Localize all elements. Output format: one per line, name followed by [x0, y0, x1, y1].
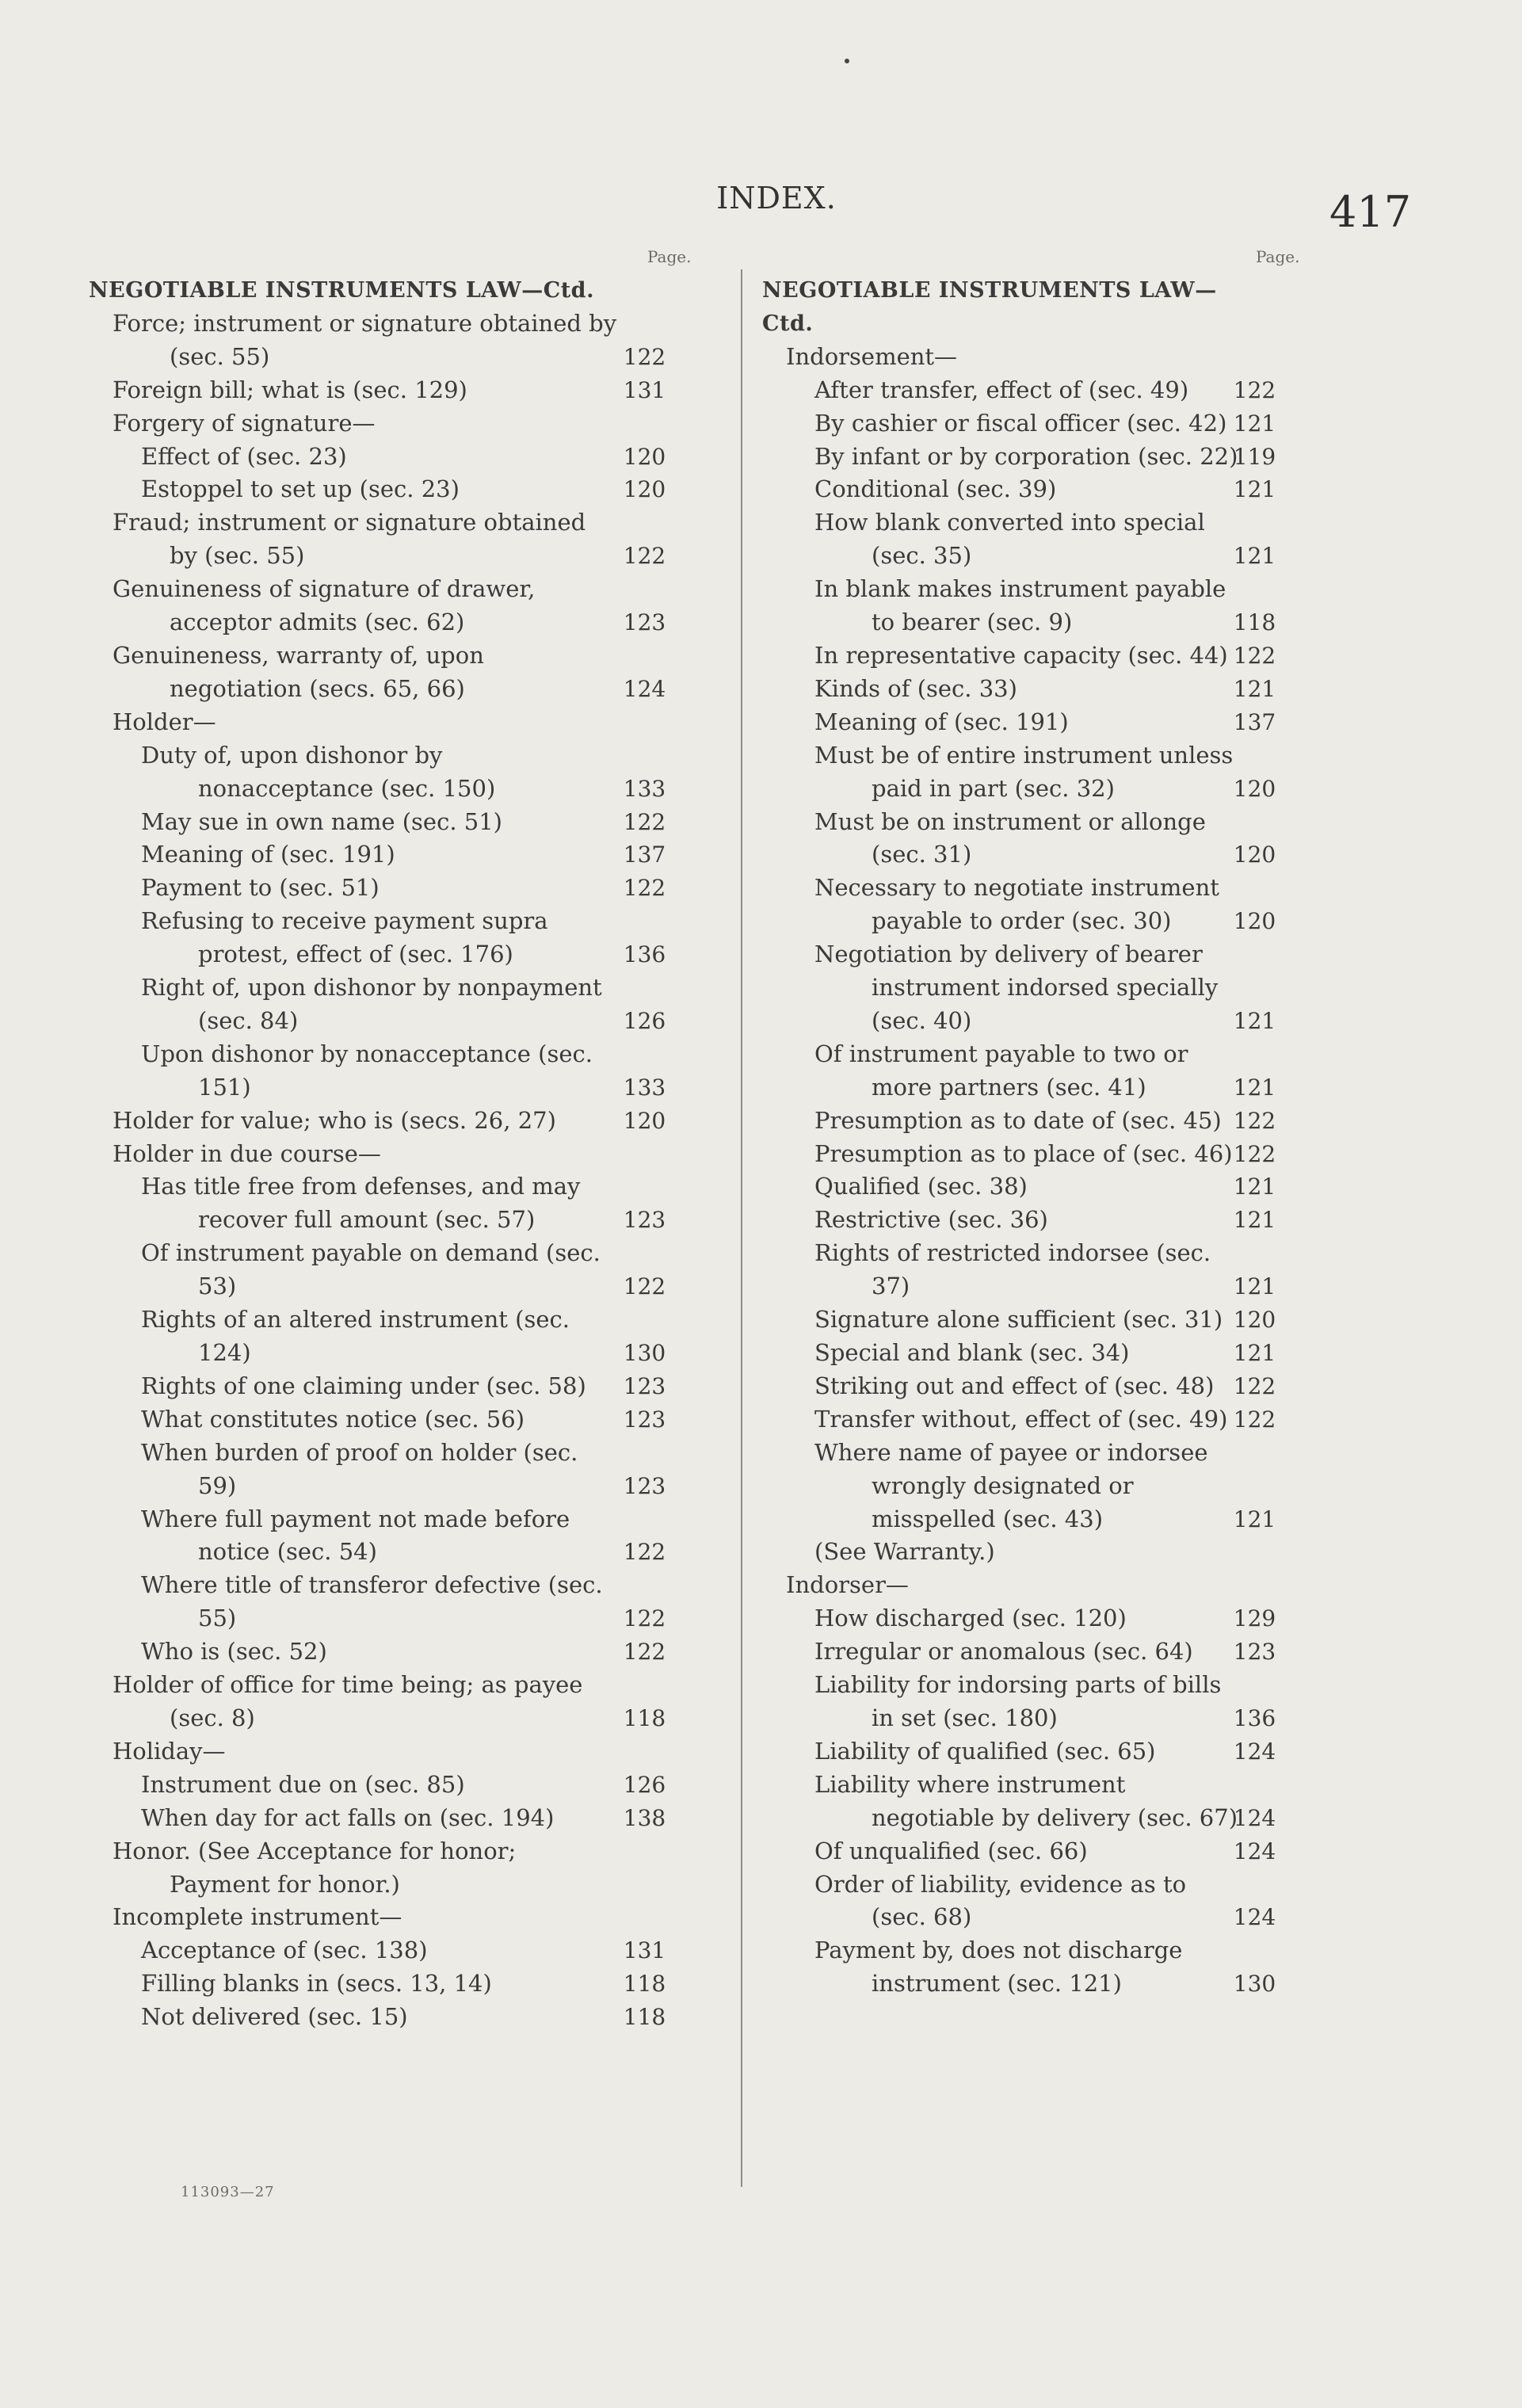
index-entry	[762, 341, 1317, 374]
page-ref: 133	[623, 1074, 666, 1101]
entry-text: By cashier or fiscal officer (sec. 42)	[814, 409, 1227, 437]
index-entry	[762, 1536, 1317, 1569]
entry-text: Force; instrument or signature obtained by (sec. 55)	[113, 309, 617, 370]
page-ref: 122	[623, 875, 666, 902]
page-ref: 118	[623, 2004, 666, 2031]
index-entry	[762, 806, 1317, 872]
entry-text: Meaning of (sec. 191)	[141, 841, 395, 868]
entry-text: How discharged (sec. 120)	[814, 1605, 1127, 1632]
entry-text: After transfer, effect of (sec. 49)	[814, 376, 1189, 403]
page-ref: 122	[1233, 642, 1276, 669]
page-ref: 120	[1233, 908, 1276, 935]
print-signature-code: 113093—27	[181, 2184, 275, 2200]
page-ref: 121	[1233, 675, 1276, 702]
index-entry	[762, 1303, 1317, 1337]
page-ref: 120	[623, 443, 666, 470]
page-ref: 120	[1233, 775, 1276, 802]
page-ref: 126	[623, 1771, 666, 1798]
entry-text: Order of liability, evidence as to (sec. 68)	[814, 1870, 1187, 1931]
page-ref: 122	[1233, 1107, 1276, 1134]
entry-text: Liability for indorsing parts of bills in set (sec. 180)	[814, 1671, 1222, 1731]
column-divider	[741, 269, 742, 2187]
page-ref: 124	[1233, 1904, 1276, 1931]
index-entry	[89, 1437, 707, 1503]
index-entry	[762, 639, 1317, 673]
entry-text: Signature alone sufficient (sec. 31)	[814, 1306, 1223, 1334]
entry-text: Refusing to receive payment supra protest, effect of (sec. 176)	[141, 907, 548, 968]
index-entry	[762, 706, 1317, 739]
index-column-left	[89, 247, 707, 2034]
entry-text: Where title of transferor defective (sec. 55)	[141, 1571, 603, 1632]
page-column-label: Page.	[647, 247, 692, 266]
index-entry	[89, 806, 707, 839]
page-ref: 122	[623, 1273, 666, 1300]
page-ref: 122	[1233, 1372, 1276, 1399]
index-entry	[89, 1038, 707, 1105]
entry-text: Duty of, upon dishonor by nonacceptance (sec. 150)	[141, 741, 496, 802]
entry-text: In representative capacity (sec. 44)	[814, 641, 1228, 669]
index-entry	[89, 905, 707, 971]
index-entry	[762, 1635, 1317, 1669]
entry-text: Striking out and effect of (sec. 48)	[814, 1372, 1215, 1399]
entry-text: Holder for value; who is (secs. 26, 27)	[113, 1106, 556, 1134]
page-ref: 120	[623, 1107, 666, 1134]
index-entry	[762, 506, 1317, 573]
page-ref: 122	[623, 808, 666, 835]
index-entry	[89, 739, 707, 806]
index-entry	[89, 573, 707, 639]
entry-text: Right of, upon dishonor by nonpayment (sec. 84)	[141, 974, 602, 1034]
page-ref: 121	[1233, 1007, 1276, 1034]
index-entry	[89, 441, 707, 474]
page-ref: 122	[1233, 1406, 1276, 1433]
entry-text: Genuineness of signature of drawer, acceptor admits (sec. 62)	[113, 575, 536, 636]
index-entry	[89, 506, 707, 573]
index-entry	[762, 673, 1317, 706]
index-entry	[89, 1769, 707, 1802]
entry-text: Necessary to negotiate instrument payable to order (sec. 30)	[814, 874, 1219, 935]
entry-text: Special and blank (sec. 34)	[814, 1339, 1130, 1366]
index-entry	[89, 971, 707, 1038]
page-ref: 137	[1233, 708, 1276, 735]
page-ref: 123	[623, 1372, 666, 1399]
section-heading	[89, 274, 707, 307]
entry-text: What constitutes notice (sec. 56)	[141, 1405, 525, 1433]
entry-text: Effect of (sec. 23)	[141, 442, 347, 470]
page-ref: 121	[1233, 543, 1276, 570]
index-entry	[89, 838, 707, 872]
index-entry	[762, 473, 1317, 506]
entry-text: Presumption as to date of (sec. 45)	[814, 1106, 1222, 1134]
entry-text: Not delivered (sec. 15)	[141, 2003, 408, 2031]
page-ref: 124	[1233, 1804, 1276, 1831]
page-ref: 136	[623, 941, 666, 968]
page-ref: 121	[1233, 1340, 1276, 1366]
page-ref: 123	[623, 609, 666, 636]
entry-text: Irregular or anomalous (sec. 64)	[814, 1638, 1193, 1666]
page-ref: 122	[623, 1605, 666, 1632]
entry-text: Indorsement—	[786, 342, 958, 370]
index-entry	[89, 1669, 707, 1735]
entry-text: Indorser—	[786, 1571, 909, 1599]
index-entry	[89, 473, 707, 506]
index-entry	[762, 1337, 1317, 1370]
entry-text: Conditional (sec. 39)	[814, 475, 1057, 503]
page-ref: 124	[623, 675, 666, 702]
page-ref: 133	[623, 775, 666, 802]
index-entry	[89, 639, 707, 706]
entry-text: Of unqualified (sec. 66)	[814, 1837, 1088, 1864]
page-ref: 126	[623, 1007, 666, 1034]
index-entry	[89, 1105, 707, 1138]
entry-text: Holiday—	[113, 1737, 226, 1765]
page-column-label: Page.	[1256, 247, 1300, 266]
page-ref: 118	[623, 1704, 666, 1731]
index-entry	[89, 1802, 707, 1835]
entry-text: Rights of an altered instrument (sec. 124)	[141, 1306, 570, 1366]
index-entry	[762, 1735, 1317, 1769]
entry-text: Foreign bill; what is (sec. 129)	[113, 376, 467, 403]
index-entry	[762, 872, 1317, 938]
index-entry	[762, 1237, 1317, 1303]
page-ref: 121	[1233, 410, 1276, 437]
index-entry	[762, 1204, 1317, 1237]
index-entry	[762, 1835, 1317, 1868]
index-entry	[762, 1437, 1317, 1536]
page-ref: 121	[1233, 1273, 1276, 1300]
page-ref: 122	[623, 1539, 666, 1566]
entry-text: In blank makes instrument payable to bearer (sec. 9)	[814, 575, 1226, 636]
page-number: 417	[1329, 187, 1412, 237]
index-entry	[762, 1138, 1317, 1171]
page-ref: 130	[623, 1340, 666, 1366]
entry-text: Has title free from defenses, and may recover full amount (sec. 57)	[141, 1173, 581, 1234]
page-header	[0, 181, 1522, 237]
page-ref: 131	[623, 376, 666, 403]
index-entry	[89, 1934, 707, 1967]
entry-text: Forgery of signature—	[113, 409, 376, 437]
entry-text: Qualified (sec. 38)	[814, 1173, 1028, 1200]
entry-text: Holder in due course—	[113, 1139, 381, 1167]
page-ref: 129	[1233, 1605, 1276, 1632]
page-ref: 120	[1233, 1307, 1276, 1334]
index-entry	[89, 872, 707, 905]
index-entry	[762, 1403, 1317, 1437]
index-entry	[762, 1569, 1317, 1602]
index-entry	[762, 1170, 1317, 1204]
page-ref: 131	[623, 1937, 666, 1964]
entry-text: When day for act falls on (sec. 194)	[141, 1803, 555, 1831]
index-entry	[89, 374, 707, 407]
entry-text: Estoppel to set up (sec. 23)	[141, 475, 460, 503]
index-entry	[762, 1602, 1317, 1635]
page-ref: 124	[1233, 1837, 1276, 1864]
entry-text: Rights of one claiming under (sec. 58)	[141, 1372, 586, 1399]
entry-text: Fraud; instrument or signature obtained by (sec. 55)	[113, 509, 586, 570]
page-ref: 120	[1233, 841, 1276, 868]
entry-text: Upon dishonor by nonacceptance (sec. 151)	[141, 1040, 593, 1101]
index-entry	[89, 1967, 707, 2001]
page-ref: 137	[623, 841, 666, 868]
page-ref: 118	[1233, 609, 1276, 636]
entry-text: Liability where instrument negotiable by delivery (sec. 67)	[814, 1770, 1238, 1831]
page-ref: 121	[1233, 1074, 1276, 1101]
entry-text: Incomplete instrument—	[113, 1903, 402, 1931]
index-entry	[89, 1303, 707, 1370]
index-entry	[762, 938, 1317, 1038]
index-column-right	[762, 247, 1317, 2001]
page-ref: 130	[1233, 1971, 1276, 1998]
print-speck	[845, 59, 849, 63]
index-entry	[762, 374, 1317, 407]
entry-text: Who is (sec. 52)	[141, 1638, 327, 1666]
entry-text: Negotiation by delivery of bearer instrument indorsed specially (sec. 40)	[814, 941, 1219, 1034]
entry-text: Payment by, does not discharge instrument (sec. 121)	[814, 1937, 1183, 1998]
index-entry	[89, 1835, 707, 1902]
page-ref: 121	[1233, 476, 1276, 503]
entry-text: Must be of entire instrument unless paid in part (sec. 32)	[814, 741, 1234, 802]
entry-text: Presumption as to place of (sec. 46)	[814, 1139, 1233, 1167]
page-ref: 121	[1233, 1207, 1276, 1234]
page-ref: 122	[623, 543, 666, 570]
index-entry	[762, 407, 1317, 441]
entry-text: Restrictive (sec. 36)	[814, 1206, 1048, 1234]
entry-text: Must be on instrument or allonge (sec. 31)	[814, 807, 1206, 868]
entry-text: (See Warranty.)	[814, 1538, 995, 1566]
index-entry	[762, 739, 1317, 806]
entry-text: Acceptance of (sec. 138)	[141, 1937, 428, 1964]
entry-text: By infant or by corporation (sec. 22)	[814, 442, 1238, 470]
index-entry	[89, 1403, 707, 1437]
page-ref: 123	[623, 1207, 666, 1234]
index-entry	[89, 1735, 707, 1769]
page-ref: 123	[623, 1472, 666, 1499]
entry-text: Kinds of (sec. 33)	[814, 674, 1017, 702]
entry-text: Holder—	[113, 708, 216, 735]
entry-text: Transfer without, effect of (sec. 49)	[814, 1405, 1228, 1433]
page-title: INDEX.	[716, 181, 837, 216]
index-entry	[89, 307, 707, 374]
entry-text: Where name of payee or indorsee wrongly designated or misspelled (sec. 43)	[814, 1438, 1208, 1532]
page-ref: 123	[623, 1406, 666, 1433]
index-entry	[89, 1635, 707, 1669]
entry-text: Payment to (sec. 51)	[141, 874, 380, 902]
entry-text: How blank converted into special (sec. 35)	[814, 509, 1205, 570]
index-entry	[762, 441, 1317, 474]
entry-text: Of instrument payable to two or more partners (sec. 41)	[814, 1040, 1188, 1101]
page-ref: 119	[1233, 443, 1276, 470]
entry-text: Instrument due on (sec. 85)	[141, 1770, 465, 1798]
entry-text: When burden of proof on holder (sec. 59)	[141, 1438, 578, 1499]
index-entry	[89, 1569, 707, 1635]
page-ref: 123	[1233, 1639, 1276, 1666]
index-entries-left	[89, 254, 707, 2034]
entry-text: Of instrument payable on demand (sec. 53)	[141, 1239, 601, 1300]
entry-text: Filling blanks in (secs. 13, 14)	[141, 1970, 492, 1998]
page-ref: 124	[1233, 1738, 1276, 1765]
page-ref: 138	[623, 1804, 666, 1831]
section-heading	[762, 274, 1317, 341]
entry-text: Genuineness, warranty of, upon negotiation (secs. 65, 66)	[113, 641, 484, 702]
page-ref: 122	[623, 1639, 666, 1666]
index-entry	[762, 573, 1317, 639]
page-ref: 136	[1233, 1704, 1276, 1731]
index-entry	[89, 1170, 707, 1237]
index-entry	[89, 1901, 707, 1934]
index-entry	[762, 1868, 1317, 1935]
index-entry	[89, 407, 707, 441]
page-ref: 121	[1233, 1505, 1276, 1532]
entry-text: Meaning of (sec. 191)	[814, 708, 1069, 735]
entry-text: NEGOTIABLE INSTRUMENTS LAW—Ctd.	[89, 278, 594, 303]
entry-text: May sue in own name (sec. 51)	[141, 807, 502, 835]
index-entry	[762, 1669, 1317, 1735]
entry-text: Where full payment not made before notice (sec. 54)	[141, 1505, 570, 1566]
page-ref: 122	[623, 343, 666, 370]
entry-text: Honor. (See Acceptance for honor; Payment for honor.)	[113, 1837, 517, 1898]
page-ref: 120	[623, 476, 666, 503]
index-entry	[762, 1038, 1317, 1105]
entry-text: Rights of restricted indorsee (sec. 37)	[814, 1239, 1211, 1300]
entry-text: NEGOTIABLE INSTRUMENTS LAW—Ctd.	[762, 278, 1217, 336]
page-ref: 122	[1233, 1140, 1276, 1167]
page-ref: 118	[623, 1971, 666, 1998]
index-entry	[762, 1370, 1317, 1403]
index-entry	[89, 2001, 707, 2034]
index-entry	[762, 1105, 1317, 1138]
entry-text: Liability of qualified (sec. 65)	[814, 1737, 1156, 1765]
entry-text: Holder of office for time being; as payee (sec. 8)	[113, 1671, 583, 1731]
index-entry	[89, 1370, 707, 1403]
index-entry	[89, 1503, 707, 1570]
index-entry	[762, 1769, 1317, 1835]
page-ref: 121	[1233, 1173, 1276, 1200]
page-ref: 122	[1233, 376, 1276, 403]
index-entries-right	[762, 254, 1317, 2001]
index-entry	[89, 1138, 707, 1171]
index-entry	[762, 1934, 1317, 2001]
index-entry	[89, 706, 707, 739]
index-entry	[89, 1237, 707, 1303]
